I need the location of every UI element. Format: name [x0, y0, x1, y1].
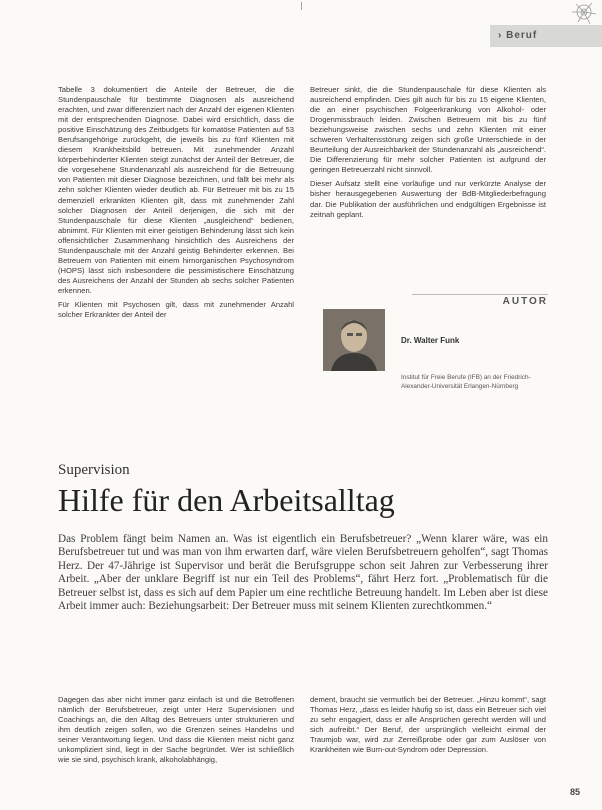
author-bio: Institut für Freie Berufe (IFB) an der Friedrich-Alexander-Universität Erlangen-Nürnberg [401, 374, 531, 390]
left-text-column [58, 85, 294, 324]
paragraph: Betreuer sinkt, die die Stundenpauschale für diese Klienten als ausreichend empfinden. Dies gilt auch für bis zu 15 eigene Klienten, die an einer psychischen Folgeerkrankung von Alkohol- oder Drogenmissbrauch leiden. Zwischen Betreuern mit bis zu fünf beziehungsweise zwischen sechs und zehn Klienten mit einer schweren Verhaltensstörung zeigen sich große Unterschiede in der Beurteilung der Ausreichbarkeit der Stundenanzahl als „ausreichend“. Die Differenzierung für mehr solcher Patienten ist aufgrund der geringen Betreuerzahl nicht sinnvoll. [310, 85, 546, 175]
decorative-flower-icon [556, 0, 602, 28]
paragraph: Tabelle 3 dokumentiert die Anteile der Betreuer, die die Stundenpauschale für bestimmte Diagnosen als ausreichend erachten, und zwar differenziert nach der Anzahl der eigenen Klienten mit der entsprechenden Diagnose. Dabei wird ersichtlich, dass die positive Einschätzung des Zeitbudgets für komatöse Patienten auf 53 Berufsangehörige zurückgeht, die jeweils bis zu fünf Klienten mit diesem Krankheitsbild betreuen. Mit zunehmender Anzahl körperbehinderter Klienten steigt zunächst der Anteil der Betreuer, die die vorgesehene Stundenanzahl als ausreichend für die Betreuung von Patienten mit dieser Diagnose bezeichnen, und fällt bei mehr als zehn solcher Klienten wieder deutlich ab. Für Betreuer mit bis zu 15 demenziell erkrankten Klienten gilt, dass mit zunehmender Zahl solcher Diagnosen der Anteil derjenigen, die sich mit der Stundenpauschale für diese Klienten „ausgleichend“ bedienen, abnimmt. Für Klienten mit einer geistigen Behinderung lässt sich kein offensichtlicher Zusammenhang hinsichtlich des Ausreichens der Stundenpauschale mit der Anzahl geistig Behinderter erkennen. Bei Betreuern von Patienten mit einem hirnorganischen Psychosyndrom (HOPS) lässt sich insbesondere die pessimistischere Einschätzung des Ausreichens der Anzahl der Stunden ab sechs solcher Patienten erkennen. [58, 85, 294, 295]
author-box-label: AUTOR [502, 296, 548, 307]
article-lead: Das Problem fängt beim Namen an. Was ist eigentlich ein Berufsbetreuer? „Wenn klarer wäre, was ein Berufsbetreuer tut und was man von ihm erwarten darf, wäre vielen Berufsbetreuern geholfen“, sagt Thomas Herz. Der 47-Jährige ist Supervisor und berät die Berufsgruppe schon seit Jahren zur Verbesserung ihrer Arbeit. „Aber der unklare Begriff ist nur ein Teil des Problems“, fährt Herz fort. „Problematisch für die Betreuer selbst ist, dass es sich auf dem Papier um eine rechtliche Betreuung handelt. Im Leben aber ist diese Arbeit immer auch: Beziehungsarbeit: Der Betreuer muss mit seinem Klienten zurechtkommen.“ [58, 533, 548, 613]
paragraph: Dieser Aufsatz stellt eine vorläufige und nur verkürzte Analyse der bisher herausgegebenen Auswertung der BdB-Mitgliederbefragung dar. Die Publikation der ausführlichen und endgültigen Ergebnisse ist zeitnah geplant. [310, 179, 546, 219]
article-kicker: Supervision [58, 462, 130, 478]
article-headline: Hilfe für den Arbeitsalltag [58, 482, 395, 518]
divider [412, 294, 548, 295]
gutter-mark [301, 2, 302, 10]
page-number: 85 [570, 787, 581, 797]
section-label: › Beruf [490, 25, 602, 47]
paragraph: Für Klienten mit Psychosen gilt, dass mit zunehmender Anzahl solcher Erkrankter der Anteil der [58, 299, 294, 320]
author-name: Dr. Walter Funk [401, 336, 460, 345]
paragraph: Dagegen das aber nicht immer ganz einfach ist und die Betroffenen nämlich der Berufsbetreuer, zeigt unter Herz Supervisionen und Coachings an, die den Alltag des Betreuers unter strukturieren und ihm deutlich zeigen sollen, wo die Grenzen seines Handelns und seiner Verantwortung liegen. Und dass die Klienten meist nicht ganz unkompliziert sind, liegt in der Sache begründet. Wer ist schließlich wie sie sind, psychisch krank, alkoholabhängig, [58, 695, 294, 765]
article-body-left [58, 695, 294, 769]
portrait-image [323, 309, 385, 371]
paragraph: dement, braucht sie vermutlich bei der Betreuer. „Hinzu kommt“, sagt Thomas Herz, „dass es leider häufig so ist, dass ein Betreuer sich viel zu sehr engagiert, dass er alle Ansprüchen gerecht werden will und sich aufreibt.“ Der Beruf, der ursprünglich vielleicht einmal der Traumjob war, wird zur Zerreißprobe oder gar zum Auslöser von Krankheiten wie Burn-out-Syndrom oder Depression. [310, 695, 546, 755]
author-photo [323, 309, 385, 371]
right-text-column [310, 85, 546, 224]
article-body-right [310, 695, 546, 759]
